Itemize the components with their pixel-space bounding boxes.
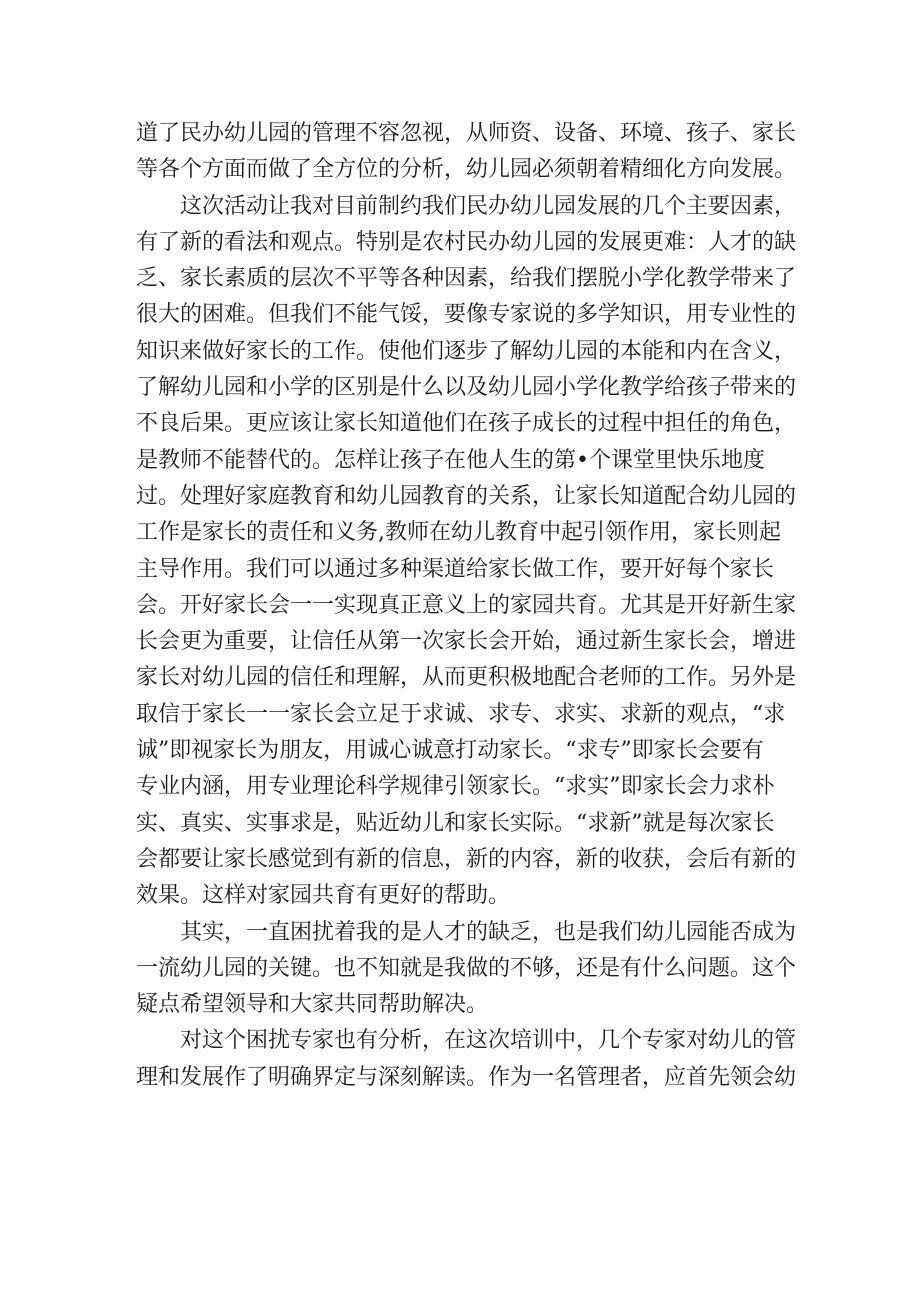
text-line: 长会更为重要，让信任从第一次家长会开始，通过新生家长会，增进 (136, 629, 797, 655)
text-line: 知识来做好家长的工作。使他们逐步了解幼儿园的本能和内在含义， (136, 338, 797, 364)
text-line: 诚”即视家长为朋友，用诚心诚意打动家长。“求专”即家长会要有 (136, 738, 764, 764)
text-line: 一流幼儿园的关键。也不知就是我做的不够，还是有什么问题。这个 (136, 955, 797, 981)
text-line: 乏、家长素质的层次不平等各种因素，给我们摆脱小学化教学带来了 (136, 266, 797, 292)
text-line: 是教师不能替代的。怎样让孩子在他人生的第•个课堂里快乐地度 (136, 447, 765, 473)
text-line: 等各个方面而做了全方位的分析，幼儿园必须朝着精细化方向发展。 (136, 157, 797, 183)
text-line: 有了新的看法和观点。特别是农村民办幼儿园的发展更难：人才的缺 (136, 229, 797, 255)
text-line: 实、真实、实事求是，贴近幼儿和家长实际。“求新”就是每次家长 (136, 810, 775, 836)
text-line: 很大的困难。但我们不能气馁，要像专家说的多学知识，用专业性的 (136, 302, 797, 328)
text-line: 这次活动让我对目前制约我们民办幼儿园发展的几个主要因素， (136, 193, 797, 219)
text-line: 专业内涵，用专业理论科学规律引领家长。“求实”即家长会力求朴 (136, 774, 775, 800)
text-line: 家长对幼儿园的信任和理解，从而更积极地配合老师的工作。另外是 (136, 665, 797, 691)
body-text (136, 116, 797, 1096)
text-line: 其实，一直困扰着我的是人才的缺乏，也是我们幼儿园能否成为 (136, 919, 797, 945)
text-line: 主导作用。我们可以通过多种渠道给家长做工作，要开好每个家长 (136, 556, 775, 582)
text-line: 对这个困扰专家也有分析，在这次培训中，几个专家对幼儿的管 (136, 1028, 797, 1054)
text-line: 道了民办幼儿园的管理不容忽视，从师资、设备、环境、孩子、家长 (136, 121, 797, 146)
text-line: 了解幼儿园和小学的区别是什么以及幼儿园小学化教学给孩子带来的 (136, 375, 797, 401)
text-line: 取信于家长一一家长会立足于求诚、求专、求实、求新的观点，“求 (136, 701, 786, 727)
text-line: 过。处理好家庭教育和幼儿园教育的关系，让家长知道配合幼儿园的 (136, 483, 797, 509)
text-line: 工作是家长的责任和义务,教师在幼儿教育中起引领作用，家长则起 (136, 520, 781, 546)
text-line: 疑点希望领导和大家共同帮助解决。 (136, 992, 489, 1018)
text-line: 会都要让家长感觉到有新的信息，新的内容，新的收获，会后有新的 (136, 846, 797, 872)
text-line: 效果。这样对家园共育有更好的帮助。 (136, 883, 511, 909)
text-line: 会。开好家长会一一实现真正意义上的家园共育。尤其是开好新生家 (136, 592, 797, 618)
text-line: 理和发展作了明确界定与深刻解读。作为一名管理者，应首先领会幼 (136, 1064, 797, 1090)
text-line: 不良后果。更应该让家长知道他们在孩子成长的过程中担任的角色， (136, 411, 797, 437)
